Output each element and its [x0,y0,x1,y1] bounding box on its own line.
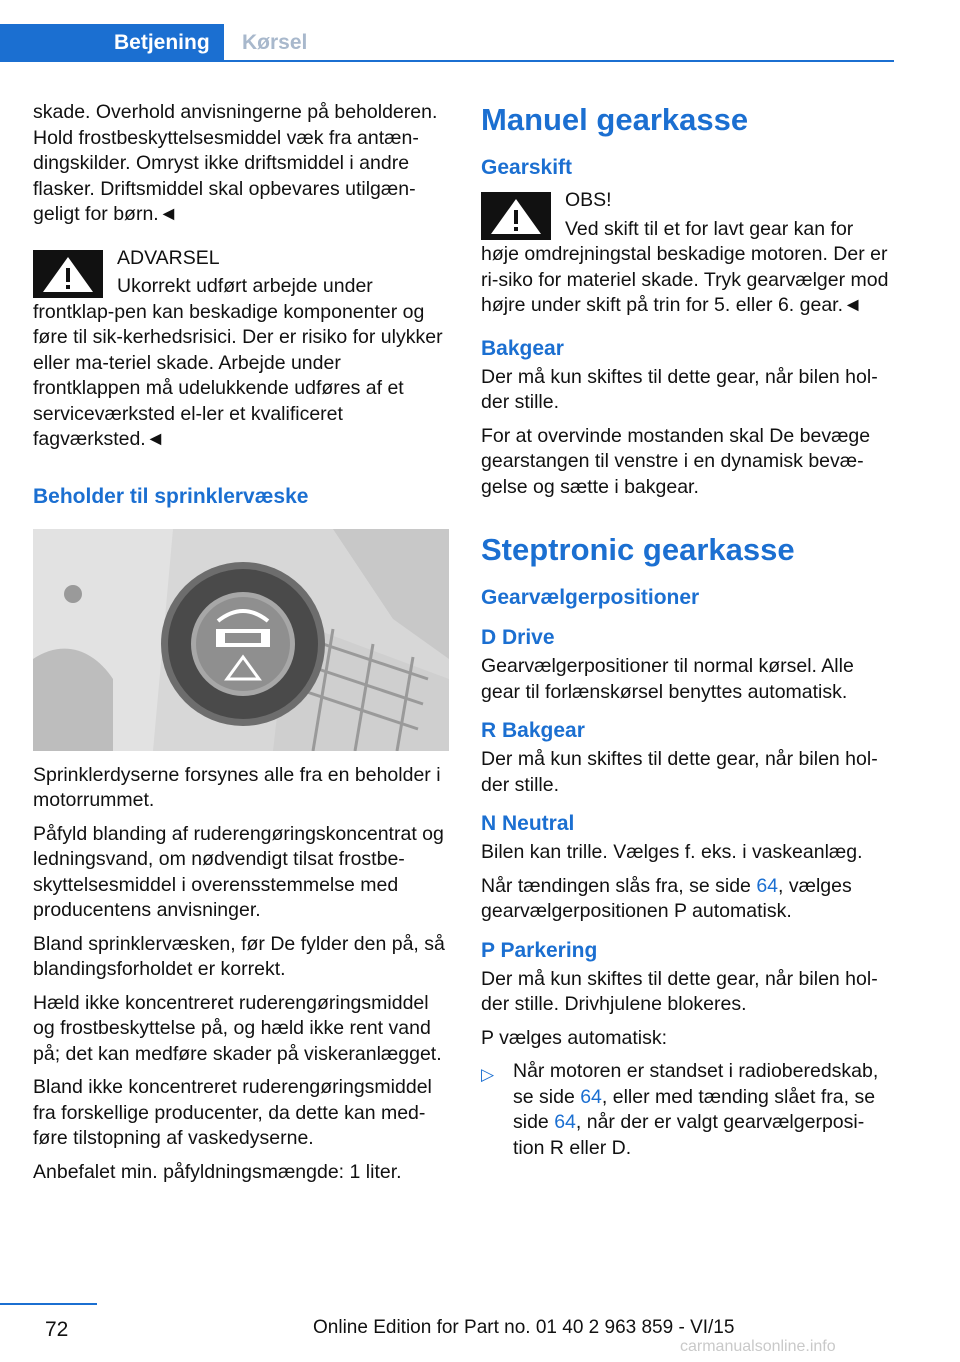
title-manual-gearbox: Manuel gearkasse [481,102,749,137]
bullet-a: Når motoren er standset i radioberedskab, se side [513,1060,879,1108]
edition-text: Online Edition for Part no. 01 40 2 963 859 - VI/15 [313,1317,735,1338]
section-title-sprinkler: Beholder til sprinklervæske [33,484,309,508]
header-rule [0,60,894,62]
right-column [481,100,891,1169]
p-parkering-text: Der må kun skiftes til dette gear, når bilen hol-der stille. Drivhjulene blokeres. [481,967,878,1015]
page-link-64[interactable]: 64 [756,874,779,897]
title-steptronic: Steptronic gearkasse [481,532,795,567]
warning-block [33,246,449,453]
n-text2-a: Når tændingen slås fra, se side [481,874,757,897]
page-link-64[interactable]: 64 [554,1111,576,1133]
tab-korsel[interactable]: Kørsel [242,31,308,54]
warning-triangle-icon [33,250,103,298]
page-number: 72 [45,1318,69,1341]
n-neutral-text: Bilen kan trille. Vælges f. eks. i vaskeanlæg. [481,841,863,863]
title-d-drive: D Drive [481,626,555,649]
sprinkler-p5: Bland ikke koncentreret ruderengøringsmiddel fra forskellige producenter, da dette kan med-føre tilstopning af vaskedyserne. [33,1076,432,1149]
sprinkler-p1: Sprinklerdyserne forsynes alle fra en beholder i motorrummet. [33,763,441,811]
title-n-neutral: N Neutral [481,812,575,835]
r-bakgear-text: Der må kun skiftes til dette gear, når bilen hol-der stille. [481,748,878,796]
title-r-bakgear: R Bakgear [481,719,585,742]
warning-triangle-icon [481,192,551,240]
sprinkler-p3: Bland sprinklervæsken, før De fylder den på, så blandingsforholdet er korrekt. [33,932,445,980]
bullet-triangle-icon: ▷ [481,1065,495,1084]
washer-reservoir-cap-image [33,529,449,751]
bakgear-p2: For at overvinde mostanden skal De bevæge gearstangen til venstre i en dynamisk bevæ-gelse og sætte i bakgear. [481,424,871,498]
obs-text: Ved skift til et for lavt gear kan for høje omdrejningstal beskadige motoren. Der er ri-siko for materiel skade. Tryk gearvælger mod højre under skift på trin for 5. eller 6. gear.◄ [481,217,889,316]
left-column [33,100,449,1193]
intro-paragraph: skade. Overhold anvisningerne på beholderen. Hold frostbeskyttelsesmiddel væk fra antæn-dingskilder. Omryst ikke driftsmiddel i andre flasker. Driftsmiddel skal opbevares utilgæn-geligt for børn.◄ [33,101,438,225]
list-item [481,1059,891,1161]
n-text2-b: , vælges gearvælgerpositionen P automatisk. [481,874,852,922]
bullet-c: , når der er valgt gearvælgerposi-tion R eller D. [513,1111,865,1159]
subtitle-positions: Gearvælgerpositioner [481,586,700,609]
sprinkler-p6: Anbefalet min. påfyldningsmængde: 1 liter. [33,1160,402,1183]
subtitle-gearskift: Gearskift [481,156,573,179]
obs-title: OBS! [565,189,612,211]
footer-rule [0,1303,97,1305]
p-auto-text: P vælges automatisk: [481,1026,668,1049]
warning-text: Ukorrekt udført arbejde under frontklap-pen kan beskadige komponenter og føre til sik-kerhedsrisici. Der er risiko for ulykker eller ma-teriel skade. Arbejde under frontklappen må udelukkende udføres af et serviceværksted el-ler et kvalificeret fagværksted.◄ [33,275,443,450]
d-drive-text: Gearvælgerpositioner til normal kørsel. Alle gear til forlænskørsel benyttes automatisk. [481,655,854,703]
page-link-64[interactable]: 64 [580,1085,602,1108]
sprinkler-p4: Hæld ikke koncentreret ruderengøringsmiddel og frostbeskyttelse på, og hæld ikke rent vand på; det kan medføre skader på viskeranlægget. [33,991,442,1065]
bakgear-p1: Der må kun skiftes til dette gear, når bilen hol-der stille. [481,365,878,413]
obs-block [481,188,891,319]
n-neutral-text2 [481,874,891,925]
warning-title: ADVARSEL [117,246,220,269]
tab-betjening[interactable]: Betjening [0,24,224,62]
header-tabs [0,24,894,62]
bullet-b: , eller med tænding slået fra, se side [513,1085,876,1133]
watermark: carmanualsonline.info [680,1338,836,1355]
sprinkler-p2: Påfyld blanding af ruderengøringskoncentrat og ledningsvand, om nødvendigt tilsat frostbe-skyttelsesmiddel i overensstemmelse med producentens anvisninger. [33,822,444,921]
subtitle-bakgear: Bakgear [481,336,564,360]
title-p-parkering: P Parkering [481,938,598,962]
